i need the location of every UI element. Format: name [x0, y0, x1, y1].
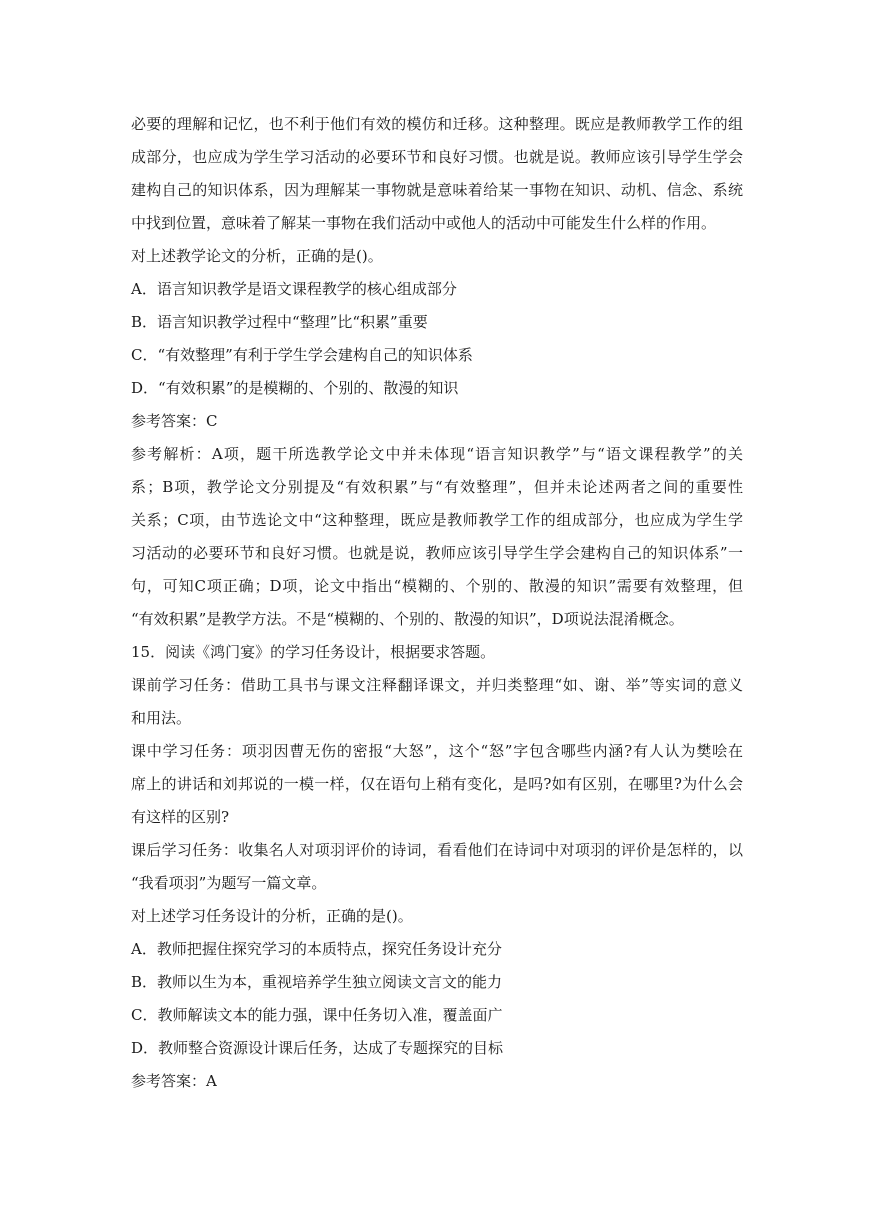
analysis-line: 习活动的必要环节和良好习惯。也就是说，教师应该引导学生学会建构自己的知识体系”一 [131, 544, 743, 562]
passage-line: 必要的理解和记忆，也不利于他们有效的模仿和迁移。这种整理。既应是教师教学工作的组 [131, 115, 743, 133]
option-a: A．语言知识教学是语文课程教学的核心组成部分 [131, 280, 457, 298]
document-body [131, 108, 743, 1098]
option-c: C．“有效整理”有利于学生学会建构自己的知识体系 [131, 346, 473, 364]
option-b: B．语言知识教学过程中“整理”比“积累”重要 [131, 313, 428, 331]
analysis-line: 句，可知C项正确；D项，论文中指出“模糊的、个别的、散漫的知识”需要有效整理，但 [131, 577, 743, 595]
passage-line: 成部分，也应成为学生学习活动的必要环节和良好习惯。也就是说。教师应该引导学生学会 [131, 148, 743, 166]
task-line: 和用法。 [131, 709, 192, 727]
passage-line: 建构自己的知识体系，因为理解某一事物就是意味着给某一事物在知识、动机、信念、系统 [131, 181, 743, 199]
option-b: B．教师以生为本，重视培养学生独立阅读文言文的能力 [131, 973, 503, 991]
task-line: 课中学习任务：项羽因曹无伤的密报“大怒”，这个“怒”字包含哪些内涵?有人认为樊哙在 [131, 742, 743, 760]
reference-answer: 参考答案：C [131, 412, 218, 430]
analysis-line: “有效积累”是教学方法。不是“模糊的、个别的、散漫的知识”，D项说法混淆概念。 [131, 610, 684, 628]
analysis-line: 关系；C项，由节选论文中“这种整理，既应是教师教学工作的组成部分，也应成为学生学 [131, 511, 743, 529]
task-line: 课后学习任务：收集名人对项羽评价的诗词，看看他们在诗词中对项羽的评价是怎样的，以 [131, 841, 743, 859]
option-c: C．教师解读文本的能力强，课中任务切入准，覆盖面广 [131, 1006, 503, 1024]
analysis-line: 系；B项，教学论文分别提及“有效积累”与“有效整理”，但并未论述两者之间的重要性 [131, 478, 743, 496]
passage-line: 中找到位置，意味着了解某一事物在我们活动中或他人的活动中可能发生什么样的作用。 [131, 214, 717, 232]
reference-answer: 参考答案：A [131, 1072, 217, 1090]
task-line: 席上的讲话和刘邦说的一模一样，仅在语句上稍有变化，是吗?如有区别，在哪里?为什么会 [131, 775, 743, 793]
question-title: 15．阅读《鸿门宴》的学习任务设计，根据要求答题。 [131, 643, 496, 661]
task-line: 课前学习任务：借助工具书与课文注释翻译课文，并归类整理“如、谢、举”等实词的意义 [131, 676, 743, 694]
task-line: 有这样的区别? [131, 808, 230, 826]
task-line: “我看项羽”为题写一篇文章。 [131, 874, 327, 892]
option-a: A．教师把握住探究学习的本质特点，探究任务设计充分 [131, 940, 502, 958]
option-d: D．教师整合资源设计课后任务，达成了专题探究的目标 [131, 1039, 504, 1057]
option-d: D．“有效积累”的是模糊的、个别的、散漫的知识 [131, 379, 459, 397]
analysis-line: 参考解析：A项，题干所选教学论文中并未体现“语言知识教学”与“语文课程教学”的关 [131, 445, 743, 463]
question-stem: 对上述学习任务设计的分析，正确的是()。 [131, 907, 413, 925]
question-stem: 对上述教学论文的分析，正确的是()。 [131, 247, 383, 265]
